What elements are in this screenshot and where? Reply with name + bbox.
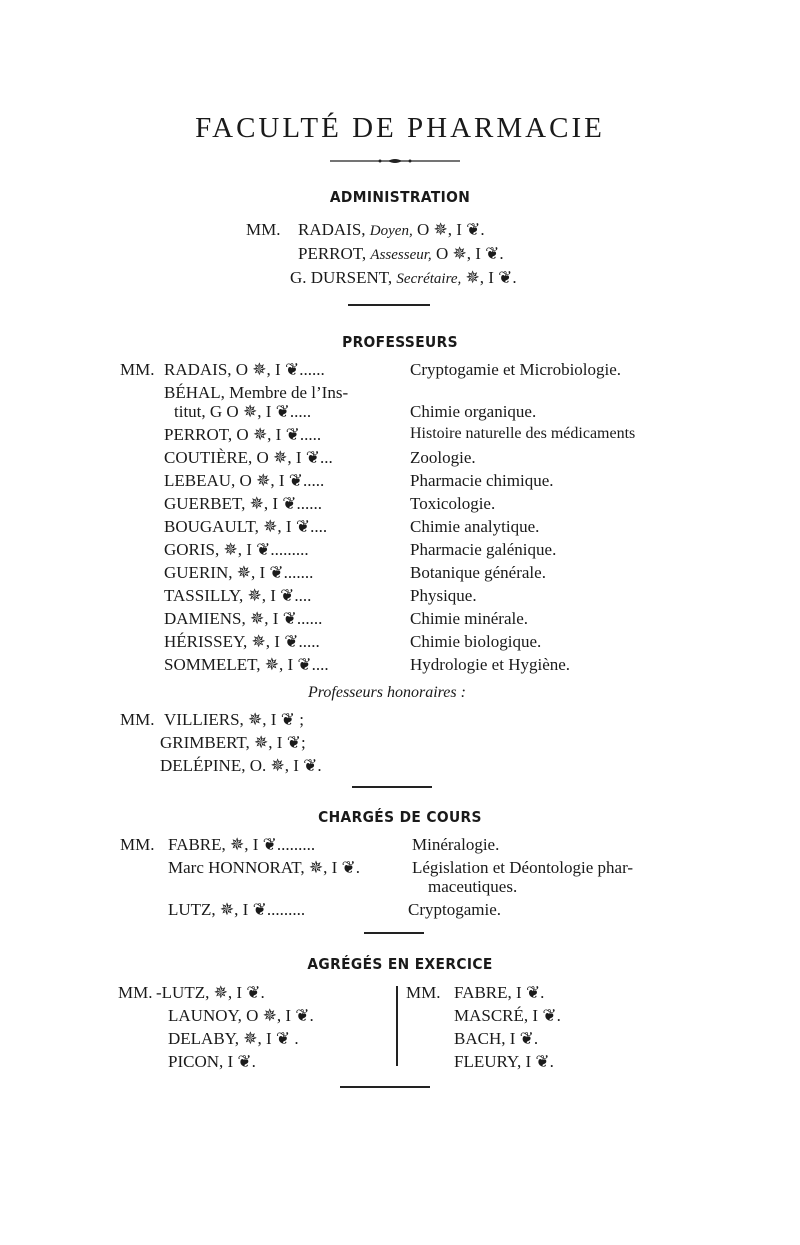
administration-row: [290, 268, 517, 288]
admin-honors: O ✵, I ❦.: [435, 244, 504, 263]
title-ornament: [330, 157, 460, 165]
agreges-heading: AGRÉGÉS EN EXERCICE: [307, 955, 493, 973]
charge-name: LUTZ, ✵, I ❦.........: [168, 900, 306, 919]
agreges-right-prefix: MM.: [406, 983, 441, 1002]
agrege-name: DELABY, ✵, I ❦ .: [168, 1029, 299, 1048]
charge-name: Marc HONNORAT, ✵, I ❦.: [168, 858, 361, 877]
professor-subject: Pharmacie chimique.: [410, 471, 554, 490]
charge-subject: Minéralogie.: [412, 835, 500, 854]
charges-prefix: MM.: [120, 835, 155, 854]
admin-role: Doyen,: [369, 223, 413, 239]
agrege-name: FLEURY, I ❦.: [454, 1052, 554, 1071]
professeurs-heading: PROFESSEURS: [342, 333, 458, 351]
professor-name: COUTIÈRE, O ✵, I ❦...: [164, 448, 333, 467]
professor-subject: Physique.: [410, 586, 477, 605]
professor-name: RADAIS, O ✵, I ❦......: [164, 360, 325, 379]
admin-name: RADAIS,: [298, 220, 366, 239]
honoraires-prefix: MM.: [120, 710, 155, 729]
professor-subject: Toxicologie.: [410, 494, 496, 513]
professor-subject: Chimie organique.: [410, 402, 537, 421]
professor-name: BOUGAULT, ✵, I ❦....: [164, 517, 328, 536]
page-title: FACULTÉ DE PHARMACIE: [195, 112, 605, 144]
charge-subject: maceutiques.: [428, 877, 518, 896]
charge-subject: Cryptogamie.: [408, 900, 502, 919]
professeurs-prefix: MM.: [120, 360, 155, 379]
professor-subject: Pharmacie galénique.: [410, 540, 557, 559]
agrege-name: PICON, I ❦.: [168, 1052, 256, 1071]
section-divider: [340, 1086, 430, 1088]
section-divider: [364, 932, 424, 934]
honoraire-name: VILLIERS, ✵, I ❦ ;: [164, 710, 304, 729]
agrege-name: MASCRÉ, I ❦.: [454, 1006, 561, 1025]
admin-role: Assesseur,: [370, 247, 432, 263]
admin-honors: ✵, I ❦.: [465, 268, 517, 287]
administration-heading: ADMINISTRATION: [329, 188, 471, 206]
section-divider: [352, 786, 432, 788]
section-divider: [348, 304, 430, 306]
administration-row: [298, 220, 485, 240]
agrege-name: FABRE, I ❦.: [454, 983, 545, 1002]
professor-name: GUERBET, ✵, I ❦......: [164, 494, 323, 513]
professor-name: BÉHAL, Membre de l’Ins-: [164, 383, 349, 402]
admin-name: G. DURSENT,: [290, 268, 393, 287]
professor-subject: Chimie biologique.: [410, 632, 542, 651]
professor-subject: Botanique générale.: [410, 563, 546, 582]
agrege-name: -LUTZ, ✵, I ❦.: [156, 983, 265, 1002]
honoraire-name: GRIMBERT, ✵, I ❦;: [160, 733, 306, 752]
professor-name: HÉRISSEY, ✵, I ❦.....: [164, 632, 320, 651]
professor-name: DAMIENS, ✵, I ❦......: [164, 609, 323, 628]
professor-name: titut, G O ✵, I ❦.....: [174, 402, 312, 421]
professor-subject: Chimie analytique.: [410, 517, 540, 536]
admin-role: Secrétaire,: [396, 271, 462, 287]
charge-name: FABRE, ✵, I ❦.........: [168, 835, 316, 854]
professor-subject: Hydrologie et Hygiène.: [410, 655, 571, 674]
agrege-name: BACH, I ❦.: [454, 1029, 539, 1048]
professor-subject: Histoire naturelle des médicaments: [410, 425, 636, 442]
administration-prefix: MM.: [246, 220, 281, 239]
charges-heading: CHARGÉS DE COURS: [318, 808, 482, 826]
honoraire-name: DELÉPINE, O. ✵, I ❦.: [160, 756, 322, 775]
agreges-left-prefix: MM.: [118, 983, 153, 1002]
professor-name: SOMMELET, ✵, I ❦....: [164, 655, 329, 674]
professor-name: TASSILLY, ✵, I ❦....: [164, 586, 312, 605]
administration-row: [298, 244, 504, 264]
professor-name: PERROT, O ✵, I ❦.....: [164, 425, 322, 444]
charge-subject: Législation et Déontologie phar-: [412, 858, 634, 877]
professor-subject: Chimie minérale.: [410, 609, 529, 628]
professor-name: GORIS, ✵, I ❦.........: [164, 540, 309, 559]
honoraires-label: Professeurs honoraires :: [308, 684, 466, 701]
admin-name: PERROT,: [298, 244, 367, 263]
admin-honors: O ✵, I ❦.: [416, 220, 485, 239]
column-divider: [396, 986, 398, 1066]
professor-subject: Zoologie.: [410, 448, 476, 467]
professor-name: LEBEAU, O ✵, I ❦.....: [164, 471, 325, 490]
agrege-name: LAUNOY, O ✵, I ❦.: [168, 1006, 314, 1025]
professor-subject: Cryptogamie et Microbiologie.: [410, 360, 622, 379]
professor-name: GUERIN, ✵, I ❦.......: [164, 563, 314, 582]
